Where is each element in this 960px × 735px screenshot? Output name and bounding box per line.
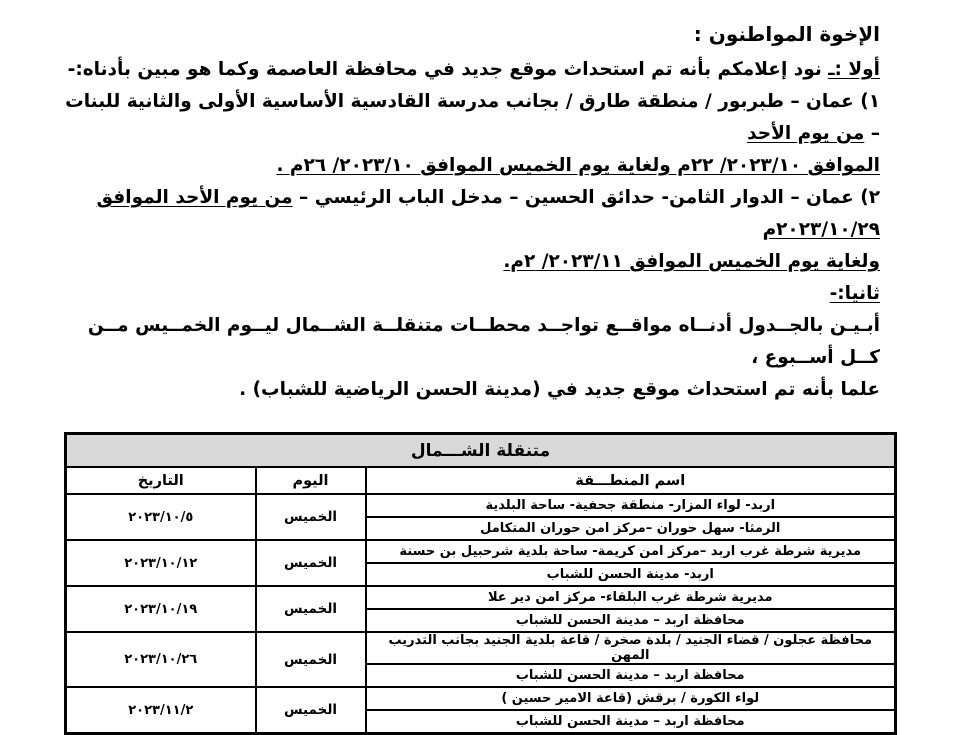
day-cell: الخميس [256,632,366,687]
date-cell [66,540,256,586]
header-date: التاريخ [66,467,256,494]
item-1-date-from: ٢٠٢٣/١٠/ ٢٢ [690,155,802,176]
item-2-date-end: م. [503,251,524,272]
item-2-date-mid: ولغاية يوم الخميس الموافق [622,251,880,272]
date-cell [66,687,256,734]
area-cell: اربد- لواء المزار- منطقة جحفية- ساحة البلدية [366,494,896,517]
section-one-intro-text: نود إعلامكم بأنه تم استحداث موقع جديد في محافظة العاصمة وكما هو مبين بأدناه:- [67,59,829,80]
day-cell: الخميس [256,540,366,586]
day-cell: الخميس [256,586,366,632]
item-2-date-from: ٢٠٢٣/١٠/٢٩ [776,219,880,240]
area-cell: اربد- مدينة الحسن للشباب [366,563,896,586]
area-cell: محافظة اربد – مدينة الحسن للشباب [366,710,896,734]
section-two-paragraph-2: علما بأنه تم استحداث موقع جديد في (مدينة الحسن الرياضية للشباب) . [239,379,880,400]
area-cell: لواء الكورة / برقش (قاعة الامير حسين ) [366,687,896,710]
item-2-from-label: من يوم الأحد الموافق [96,187,293,208]
item-1-line-2 [56,150,880,182]
table-row [66,687,896,710]
section-two-heading-line [56,278,880,310]
section-one-intro [56,54,880,86]
item-1-line-1 [56,86,880,150]
table-header-row [66,467,896,494]
table-row [66,586,896,609]
header-area: اسم المنطـــقة [366,467,896,494]
area-cell: محافظة اربد – مدينة الحسن للشباب [366,664,896,687]
item-2-from-suffix: م [762,219,777,240]
date-value: ٢٠٢٣/١٠/١٩ [124,601,198,617]
table-row [66,494,896,517]
item-2-line-1 [56,182,880,246]
table-title: متنقلة الشـــمال [66,434,896,468]
item-1-dates [276,155,880,176]
section-one-heading: أولا :ـ [828,59,880,80]
date-cell [66,586,256,632]
table-title-row [66,434,896,468]
item-2-line-2 [56,246,880,278]
area-cell: الرمثا- سهل حوران –مركز امن حوران المتكامل [366,517,896,540]
date-value: ٢٠٢٣/١٠/٥ [128,509,194,525]
item-1-date-from-label: الموافق [801,155,880,176]
table-row [66,540,896,563]
date-value: ٢٠٢٣/١٠/١٢ [124,555,198,571]
mobile-north-schedule-table [64,432,897,735]
area-cell: مديرية شرطة غرب البلقاء- مركز امن دير علا [366,586,896,609]
section-two-heading: ثانيا:- [829,283,880,304]
area-cell: محافظة اربد – مدينة الحسن للشباب [366,609,896,632]
table-row [66,632,896,664]
date-value: ٢٠٢٣/١١/٢ [128,702,194,718]
day-cell: الخميس [256,687,366,734]
area-cell: محافظة عجلون / قضاء الجنيد / بلدة صخرة / قاعة بلدية الجنيد بجانب التدريب المهن [366,632,896,664]
item-2-date-to: ٢٠٢٣/١١/ ٢ [523,251,623,272]
item-1-date-mid: م ولغاية يوم الخميس الموافق [413,155,691,176]
item-1-location-text: ١) عمان – طبربور / منطقة طارق / بجانب مدرسة القادسية الأساسية الأولى والثانية للبنات – [65,91,880,144]
item-2-dates [503,251,880,272]
date-cell [66,494,256,540]
page-title: الإخوة المواطنون : [693,22,880,46]
date-value: ٢٠٢٣/١٠/٢٦ [124,652,198,667]
area-cell: مديرية شرطة غرب اربد –مركز امن كريمة- ساحة بلدية شرحبيل بن حسنة [366,540,896,563]
header-day: اليوم [256,467,366,494]
item-1-date-to: ٢٠٢٣/١٠/ ٢٦ [303,155,414,176]
item-1-date-end: م . [276,155,304,176]
date-cell [66,632,256,687]
item-2-location-text: ٢) عمان – الدوار الثامن- حدائق الحسين – مدخل الباب الرئيسي – [292,187,880,208]
item-1-underline-start: من يوم الأحد [747,123,865,144]
section-two-paragraph-1: أبـيـن بالجــدول أدنــاه مواقــع تواجــد محطــات متنقلــة الشــمال ليــوم الخمــيس مــن كــل أســبوع ، [87,315,880,368]
day-cell: الخميس [256,494,366,540]
